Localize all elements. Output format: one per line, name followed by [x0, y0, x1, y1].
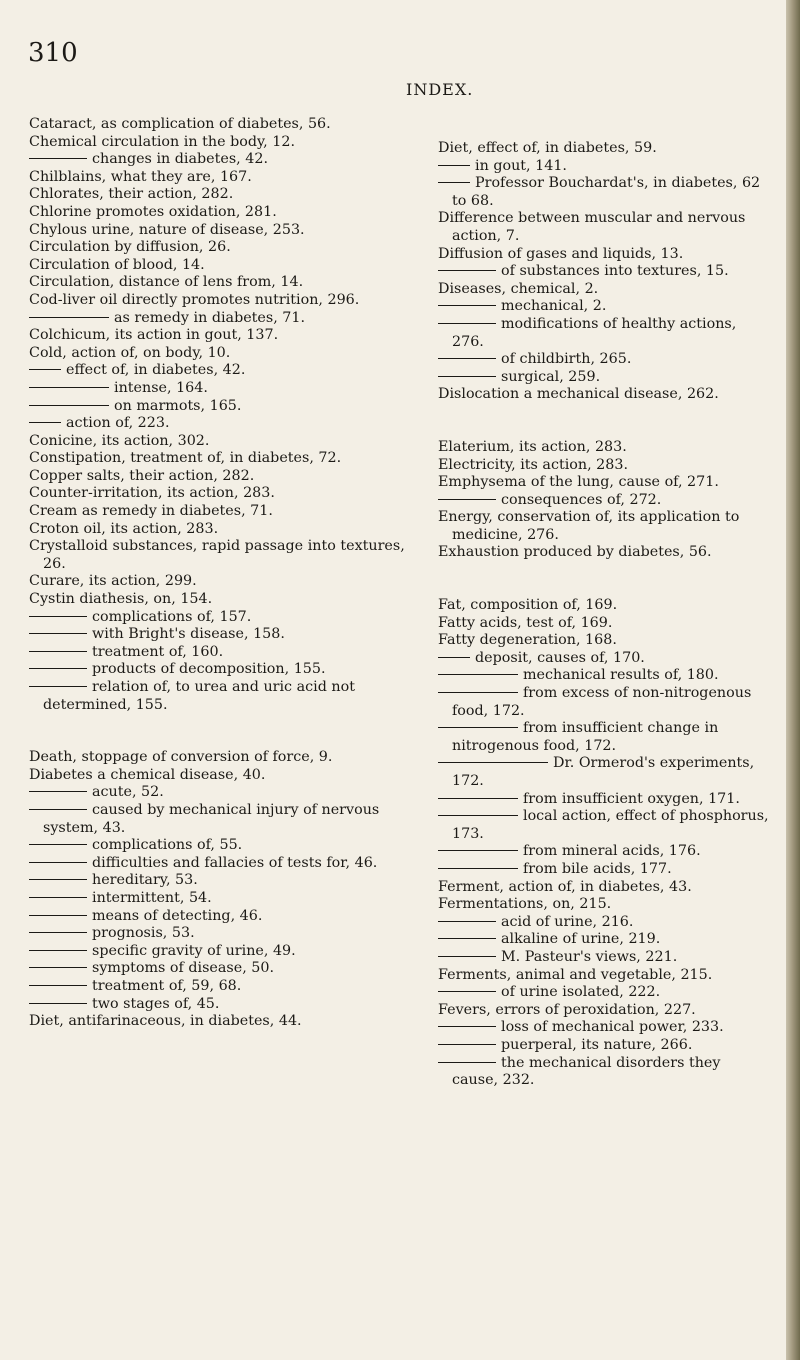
page-edge [786, 0, 800, 1360]
index-entry [29, 609, 409, 627]
ditto-dash [29, 1003, 87, 1004]
index-entry-text: means of detecting, 46. [92, 907, 263, 924]
index-entry-text: intermittent, 54. [92, 889, 212, 906]
index-entry [29, 943, 409, 961]
index-entry-text: Diffusion of gases and liquids, 13. [438, 245, 684, 262]
index-entry [29, 767, 409, 785]
ditto-dash [29, 791, 87, 792]
index-entry-text: complications of, 157. [92, 608, 252, 625]
index-entry [438, 1019, 770, 1037]
index-entry [438, 949, 770, 967]
index-entry [29, 204, 409, 222]
index-entry [29, 908, 409, 926]
ditto-dash [438, 692, 518, 693]
ditto-dash [29, 967, 87, 968]
running-head: INDEX. [406, 80, 474, 99]
index-entry-text: Electricity, its action, 283. [438, 456, 629, 473]
ditto-dash [438, 1026, 496, 1027]
index-entry [29, 521, 409, 539]
index-entry [438, 509, 770, 544]
index-entry [29, 802, 409, 837]
index-entry-text: from mineral acids, 176. [523, 843, 701, 860]
index-entry [438, 158, 770, 176]
index-entry-text: treatment of, 160. [92, 643, 224, 660]
ditto-dash [438, 358, 496, 359]
index-entry-text: on marmots, 165. [114, 397, 242, 414]
index-entry-text: Difference between muscular and nervous action, 7. [438, 210, 746, 244]
index-entry [29, 960, 409, 978]
index-entry-text: Ferment, action of, in diabetes, 43. [438, 878, 692, 895]
index-entry [29, 661, 409, 679]
index-entry [438, 808, 770, 843]
ditto-dash [29, 668, 87, 669]
index-entry [29, 292, 409, 310]
index-entry [438, 720, 770, 755]
index-entry-text: prognosis, 53. [92, 925, 195, 942]
index-entry [29, 485, 409, 503]
index-entry [29, 837, 409, 855]
ditto-dash [29, 158, 87, 159]
ditto-dash [29, 809, 87, 810]
section-gap [29, 714, 409, 749]
index-entry [29, 1013, 409, 1031]
index-entry-text: treatment of, 59, 68. [92, 977, 242, 994]
index-entry-text: local action, effect of phosphorus, 173. [452, 808, 769, 842]
index-entry [438, 1037, 770, 1055]
index-entry-text: changes in diabetes, 42. [92, 151, 268, 168]
index-entry [29, 468, 409, 486]
index-entry [29, 186, 409, 204]
index-entry [29, 538, 409, 573]
ditto-dash [29, 985, 87, 986]
index-entry-text: puerperal, its nature, 266. [501, 1036, 693, 1053]
index-entry [29, 345, 409, 363]
ditto-dash [438, 182, 470, 183]
index-entry [29, 503, 409, 521]
index-entry [29, 257, 409, 275]
ditto-dash [438, 956, 496, 957]
index-entry [438, 298, 770, 316]
index-entry-text: of substances into textures, 15. [501, 263, 729, 280]
index-entry [438, 316, 770, 351]
index-entry-text: Diabetes a chemical disease, 40. [29, 766, 266, 783]
index-entry-text: Colchicum, its action in gout, 137. [29, 327, 279, 344]
index-entry [438, 791, 770, 809]
index-entry-text: from insufficient oxygen, 171. [523, 790, 740, 807]
ditto-dash [438, 1062, 496, 1063]
index-entry-text: loss of mechanical power, 233. [501, 1019, 724, 1036]
index-entry-text: Emphysema of the lung, cause of, 271. [438, 474, 719, 491]
index-entry-text: difficulties and fallacies of tests for, 46. [92, 854, 378, 871]
ditto-dash [438, 657, 470, 658]
ditto-dash [438, 868, 518, 869]
index-entry-text: acute, 52. [92, 784, 164, 801]
index-entry [29, 679, 409, 714]
index-entry-text: hereditary, 53. [92, 872, 198, 889]
ditto-dash [29, 369, 61, 370]
index-entry-text: from excess of non-nitrogenous food, 172. [452, 685, 752, 719]
index-entry [29, 274, 409, 292]
index-entry-text: complications of, 55. [92, 837, 243, 854]
ditto-dash [29, 317, 109, 318]
ditto-dash [29, 879, 87, 880]
ditto-dash [29, 686, 87, 687]
ditto-dash [29, 862, 87, 863]
index-entry-text: alkaline of urine, 219. [501, 931, 661, 948]
index-entry-text: Copper salts, their action, 282. [29, 467, 255, 484]
index-entry [29, 749, 409, 767]
ditto-dash [29, 633, 87, 634]
index-entry-text: action of, 223. [66, 415, 170, 432]
index-entry-text: Dr. Ormerod's experiments, 172. [452, 755, 755, 789]
index-entry [438, 896, 770, 914]
ditto-dash [29, 897, 87, 898]
index-entry-text: with Bright's disease, 158. [92, 626, 285, 643]
ditto-dash [29, 422, 61, 423]
index-entry [438, 140, 770, 158]
index-entry [29, 872, 409, 890]
index-entry [29, 784, 409, 802]
index-entry-text: in gout, 141. [475, 157, 567, 174]
ditto-dash [438, 850, 518, 851]
index-entry-text: Chylous urine, nature of disease, 253. [29, 221, 305, 238]
index-entry [29, 433, 409, 451]
index-entry-text: Cream as remedy in diabetes, 71. [29, 503, 273, 520]
ditto-dash [438, 798, 518, 799]
index-entry-text: Exhaustion produced by diabetes, 56. [438, 544, 712, 561]
ditto-dash [438, 991, 496, 992]
index-entry-text: mechanical, 2. [501, 298, 607, 315]
index-entry-text: Cold, action of, on body, 10. [29, 344, 231, 361]
index-entry-text: relation of, to urea and uric acid not determined, 155. [43, 679, 355, 713]
index-entry-text: Fatty degeneration, 168. [438, 632, 617, 649]
index-entry-text: surgical, 259. [501, 368, 601, 385]
index-entry [29, 310, 409, 328]
index-entry-text: products of decomposition, 155. [92, 661, 326, 678]
index-entry-text: Fat, composition of, 169. [438, 597, 618, 614]
index-entry [438, 879, 770, 897]
index-entry-text: deposit, causes of, 170. [475, 649, 645, 666]
index-entry-text: Energy, conservation of, its application to medicine, 276. [438, 509, 740, 543]
index-entry-text: Death, stoppage of conversion of force, 9. [29, 749, 333, 766]
index-entry-text: Conicine, its action, 302. [29, 432, 210, 449]
index-entry-text: Chilblains, what they are, 167. [29, 168, 252, 185]
ditto-dash [438, 323, 496, 324]
index-entry-text: Ferments, animal and vegetable, 215. [438, 966, 713, 983]
index-entry [29, 362, 409, 380]
index-entry-text: of childbirth, 265. [501, 351, 632, 368]
index-entry-text: of urine isolated, 222. [501, 984, 661, 1001]
index-entry [29, 978, 409, 996]
index-entry-text: Fevers, errors of peroxidation, 227. [438, 1001, 696, 1018]
index-entry [438, 984, 770, 1002]
index-entry-text: Circulation of blood, 14. [29, 256, 205, 273]
section-gap [438, 404, 770, 439]
index-entry [438, 386, 770, 404]
index-column-right [438, 140, 770, 1090]
ditto-dash [438, 815, 518, 816]
index-entry-text: Circulation by diffusion, 26. [29, 239, 231, 256]
index-entry [438, 931, 770, 949]
ditto-dash [29, 915, 87, 916]
index-entry [438, 597, 770, 615]
index-entry-text: Diet, effect of, in diabetes, 59. [438, 140, 657, 156]
index-entry-text: Dislocation a mechanical disease, 262. [438, 386, 719, 403]
index-entry-text: Diet, antifarinaceous, in diabetes, 44. [29, 1013, 302, 1030]
index-entry [29, 327, 409, 345]
index-entry-text: consequences of, 272. [501, 491, 662, 508]
ditto-dash [438, 674, 518, 675]
index-entry-text: as remedy in diabetes, 71. [114, 309, 306, 326]
ditto-dash [29, 950, 87, 951]
index-entry [29, 925, 409, 943]
index-entry-text: symptoms of disease, 50. [92, 960, 275, 977]
index-entry [438, 650, 770, 668]
index-entry-text: Curare, its action, 299. [29, 573, 197, 590]
index-entry-text: Elaterium, its action, 283. [438, 438, 627, 455]
index-entry [438, 755, 770, 790]
index-entry-text: Circulation, distance of lens from, 14. [29, 274, 304, 291]
ditto-dash [29, 387, 109, 388]
index-entry [438, 246, 770, 264]
ditto-dash [438, 762, 548, 763]
index-entry [29, 222, 409, 240]
index-entry-text: Chlorine promotes oxidation, 281. [29, 203, 277, 220]
index-entry [29, 855, 409, 873]
ditto-dash [29, 405, 109, 406]
index-entry [29, 239, 409, 257]
index-entry [438, 474, 770, 492]
index-entry [29, 169, 409, 187]
index-entry [438, 1055, 770, 1090]
index-entry [438, 632, 770, 650]
index-entry [29, 626, 409, 644]
index-entry [29, 398, 409, 416]
section-gap [438, 562, 770, 597]
ditto-dash [438, 270, 496, 271]
index-entry-text: from insufficient change in nitrogenous food, 172. [452, 720, 719, 754]
index-entry [438, 1002, 770, 1020]
index-entry [29, 134, 409, 152]
index-entry [438, 685, 770, 720]
index-entry-text: Fermentations, on, 215. [438, 896, 612, 913]
index-entry [29, 116, 409, 134]
index-entry-text: Chemical circulation in the body, 12. [29, 133, 295, 150]
index-entry [29, 380, 409, 398]
index-entry [438, 351, 770, 369]
index-entry-text: modifications of healthy actions, 276. [452, 315, 737, 350]
index-entry [438, 263, 770, 281]
index-entry-text: Croton oil, its action, 283. [29, 520, 219, 537]
index-entry [438, 615, 770, 633]
index-entry-text: Diseases, chemical, 2. [438, 280, 599, 297]
page-number: 310 [28, 38, 78, 68]
index-entry-text: effect of, in diabetes, 42. [66, 362, 246, 379]
index-entry-text: the mechanical disorders they cause, 232. [452, 1054, 721, 1089]
index-entry [29, 450, 409, 468]
index-entry-text: acid of urine, 216. [501, 913, 634, 930]
index-entry-text: Constipation, treatment of, in diabetes, 72. [29, 450, 342, 467]
index-entry [29, 996, 409, 1014]
index-entry [29, 573, 409, 591]
index-entry-text: Cod-liver oil directly promotes nutrition, 296. [29, 291, 360, 308]
index-entry-text: Cystin diathesis, on, 154. [29, 591, 213, 608]
index-column-left [29, 116, 409, 1031]
index-entry-text: intense, 164. [114, 379, 208, 396]
ditto-dash [438, 938, 496, 939]
index-entry-text: M. Pasteur's views, 221. [501, 948, 678, 965]
ditto-dash [438, 921, 496, 922]
index-entry [438, 175, 770, 210]
index-entry [438, 281, 770, 299]
ditto-dash [438, 305, 496, 306]
index-entry [438, 210, 770, 245]
index-entry [29, 644, 409, 662]
index-entry [29, 591, 409, 609]
index-entry-text: Chlorates, their action, 282. [29, 186, 234, 203]
ditto-dash [29, 616, 87, 617]
index-entry-text: from bile acids, 177. [523, 860, 672, 877]
ditto-dash [438, 376, 496, 377]
ditto-dash [29, 932, 87, 933]
index-entry-text: Cataract, as complication of diabetes, 56. [29, 116, 331, 132]
index-entry [438, 369, 770, 387]
index-entry-text: Professor Bouchardat's, in diabetes, 62 to 68. [452, 175, 761, 209]
ditto-dash [29, 844, 87, 845]
index-entry [29, 890, 409, 908]
ditto-dash [438, 499, 496, 500]
ditto-dash [438, 727, 518, 728]
index-entry-text: caused by mechanical injury of nervous system, 43. [43, 801, 380, 836]
index-entry-text: specific gravity of urine, 49. [92, 942, 296, 959]
index-entry [438, 861, 770, 879]
index-entry [29, 415, 409, 433]
index-entry-text: Counter-irritation, its action, 283. [29, 485, 275, 502]
index-entry [438, 492, 770, 510]
index-entry [438, 544, 770, 562]
index-entry-text: Crystalloid substances, rapid passage into textures, 26. [29, 538, 405, 572]
index-entry [438, 439, 770, 457]
index-entry-text: Fatty acids, test of, 169. [438, 614, 613, 631]
index-entry [438, 843, 770, 861]
index-entry [438, 914, 770, 932]
index-entry-text: mechanical results of, 180. [523, 667, 719, 684]
ditto-dash [438, 165, 470, 166]
index-entry-text: two stages of, 45. [92, 995, 220, 1012]
ditto-dash [438, 1044, 496, 1045]
index-entry [438, 457, 770, 475]
ditto-dash [29, 651, 87, 652]
index-entry [438, 967, 770, 985]
index-entry [438, 667, 770, 685]
index-entry [29, 151, 409, 169]
